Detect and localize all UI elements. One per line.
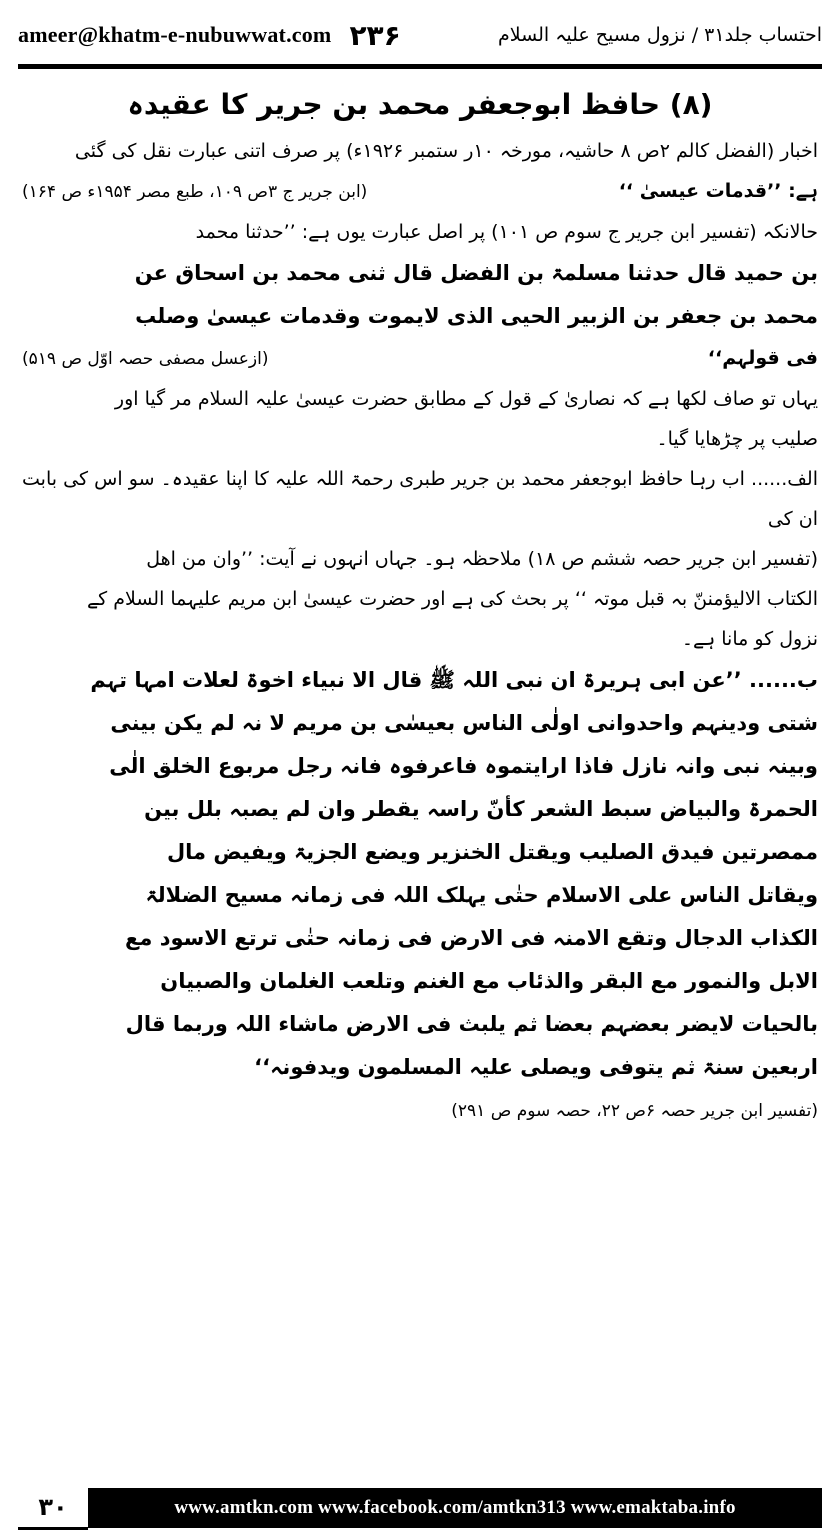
page-footer xyxy=(18,1484,822,1532)
hadith-line: بالحیات لایضر بعضہم بعضا ثم یلبث فی الارض ماشاء اللہ وربما قال xyxy=(125,1012,818,1036)
hadith-line: وبینہ نبی وانہ نازل فاذا ارایتموہ فاعرفوہ فانہ رجل مربوع الخلق الٰی xyxy=(109,754,818,778)
page-content xyxy=(22,84,818,1464)
quote-line-with-ref xyxy=(22,338,818,379)
header-divider xyxy=(18,64,822,69)
arabic-line: بن حمید قال حدثنا مسلمۃ بن الفضل قال ثنی محمد بن اسحاق عن xyxy=(134,261,818,285)
hadith-line: الابل والنمور مع البقر والذئاب مع الغنم وتلعب الغلمان والصبیان xyxy=(160,969,818,993)
hadith-line: ویقاتل الناس علی الاسلام حتٰی یہلک اللہ فی زمانہ مسیح الضلالۃ xyxy=(145,883,818,907)
closing-citation: (تفسیر ابن جریر حصہ ۶ص ۲۲، حصہ سوم ص ۲۹۱) xyxy=(451,1101,818,1121)
header-email[interactable]: ameer@khatm-e-nubuwwat.com xyxy=(18,22,332,47)
paragraph-line: الکتاب الالیؤمننّ بہ قبل موتہ ‘‘ پر بحث کی ہے اور حضرت عیسیٰ ابن مریم علیہما السلام کے xyxy=(87,588,818,610)
hadith-line: ممصرتین فیدق الصلیب ویقتل الخنزیر ویضع الجزیۃ ویفیض مال xyxy=(166,840,818,864)
header-page-number: ۲۳۶ xyxy=(349,18,401,52)
page-header xyxy=(18,14,822,56)
paragraph-line: الف...... اب رہا حافظ ابوجعفر محمد بن جریر طبری رحمۃ اللہ علیہ کا اپنا عقیدہ۔ سو اس کی بابت ان کی xyxy=(22,468,818,530)
hadith-line: الحمرۃ والبیاض سبط الشعر کأنّ راسہ یقطر وان لم یصبہ بلل بین xyxy=(144,797,818,821)
quote-line-with-ref xyxy=(22,171,818,212)
quote-text: ہے: ’’قدمات عیسیٰ ‘‘ xyxy=(618,180,818,202)
header-left xyxy=(18,19,401,52)
header-book-title: احتساب جلد۳۱ / نزول مسیح علیہ السلام xyxy=(498,24,822,46)
citation: (ابن جریر ج ۳ص ۱۰۹، طبع مصر ۱۹۵۴ء ص ۱۶۴) xyxy=(22,182,368,202)
quote-text: فی قولہم‘‘ xyxy=(707,347,818,369)
section-heading: (۸) حافظ ابوجعفر محمد بن جریر کا عقیدہ xyxy=(127,88,713,121)
paragraph-line: صلیب پر چڑھایا گیا۔ xyxy=(656,428,818,450)
hadith-line: اربعین سنۃ ثم یتوفی ویصلی علیہ المسلمون ویدفونہ‘‘ xyxy=(254,1055,818,1079)
hadith-line: الکذاب الدجال وتقع الامنہ فی الارض فی زمانہ حتٰی ترتع الاسود مع xyxy=(125,926,818,950)
citation: (ازعسل مصفی حصہ اوّل ص ۵۱۹) xyxy=(22,349,269,369)
footer-page-number: ۳۰ xyxy=(18,1487,88,1530)
paragraph-line: یہاں تو صاف لکھا ہے کہ نصاریٰ کے قول کے مطابق حضرت عیسیٰ علیہ السلام مر گیا اور xyxy=(114,388,818,410)
paragraph-line: (تفسیر ابن جریر حصہ ششم ص ۱۸) ملاحظہ ہو۔ جہاں انہوں نے آیت: ’’وان من اھل xyxy=(146,548,818,570)
paragraph-line: نزول کو مانا ہے۔ xyxy=(681,628,818,650)
arabic-line: محمد بن جعفر بن الزبیر الحیی الذی لایموت وقدمات عیسیٰ وصلب xyxy=(135,304,818,328)
paragraph-line: حالانکہ (تفسیر ابن جریر ج سوم ص ۱۰۱) پر اصل عبارت یوں ہے: ’’حدثنا محمد xyxy=(195,221,818,243)
footer-links[interactable]: www.amtkn.com www.facebook.com/amtkn313 www.emaktaba.info xyxy=(88,1488,822,1528)
paragraph-line: اخبار (الفضل کالم ۲ص ۸ حاشیہ، مورخہ ۱۰ر ستمبر ۱۹۲۶ء) پر صرف اتنی عبارت نقل کی گئی xyxy=(74,140,818,162)
hadith-line: ب...... ’’عن ابی ہریرۃ ان نبی اللہ ﷺ قال الا نبیاء اخوۃ لعلات امہا تہم xyxy=(90,668,818,692)
hadith-line: شتی ودینہم واحدوانی اولٰی الناس بعیسٰی بن مریم لا نہ لم یکن بینی xyxy=(110,711,818,735)
